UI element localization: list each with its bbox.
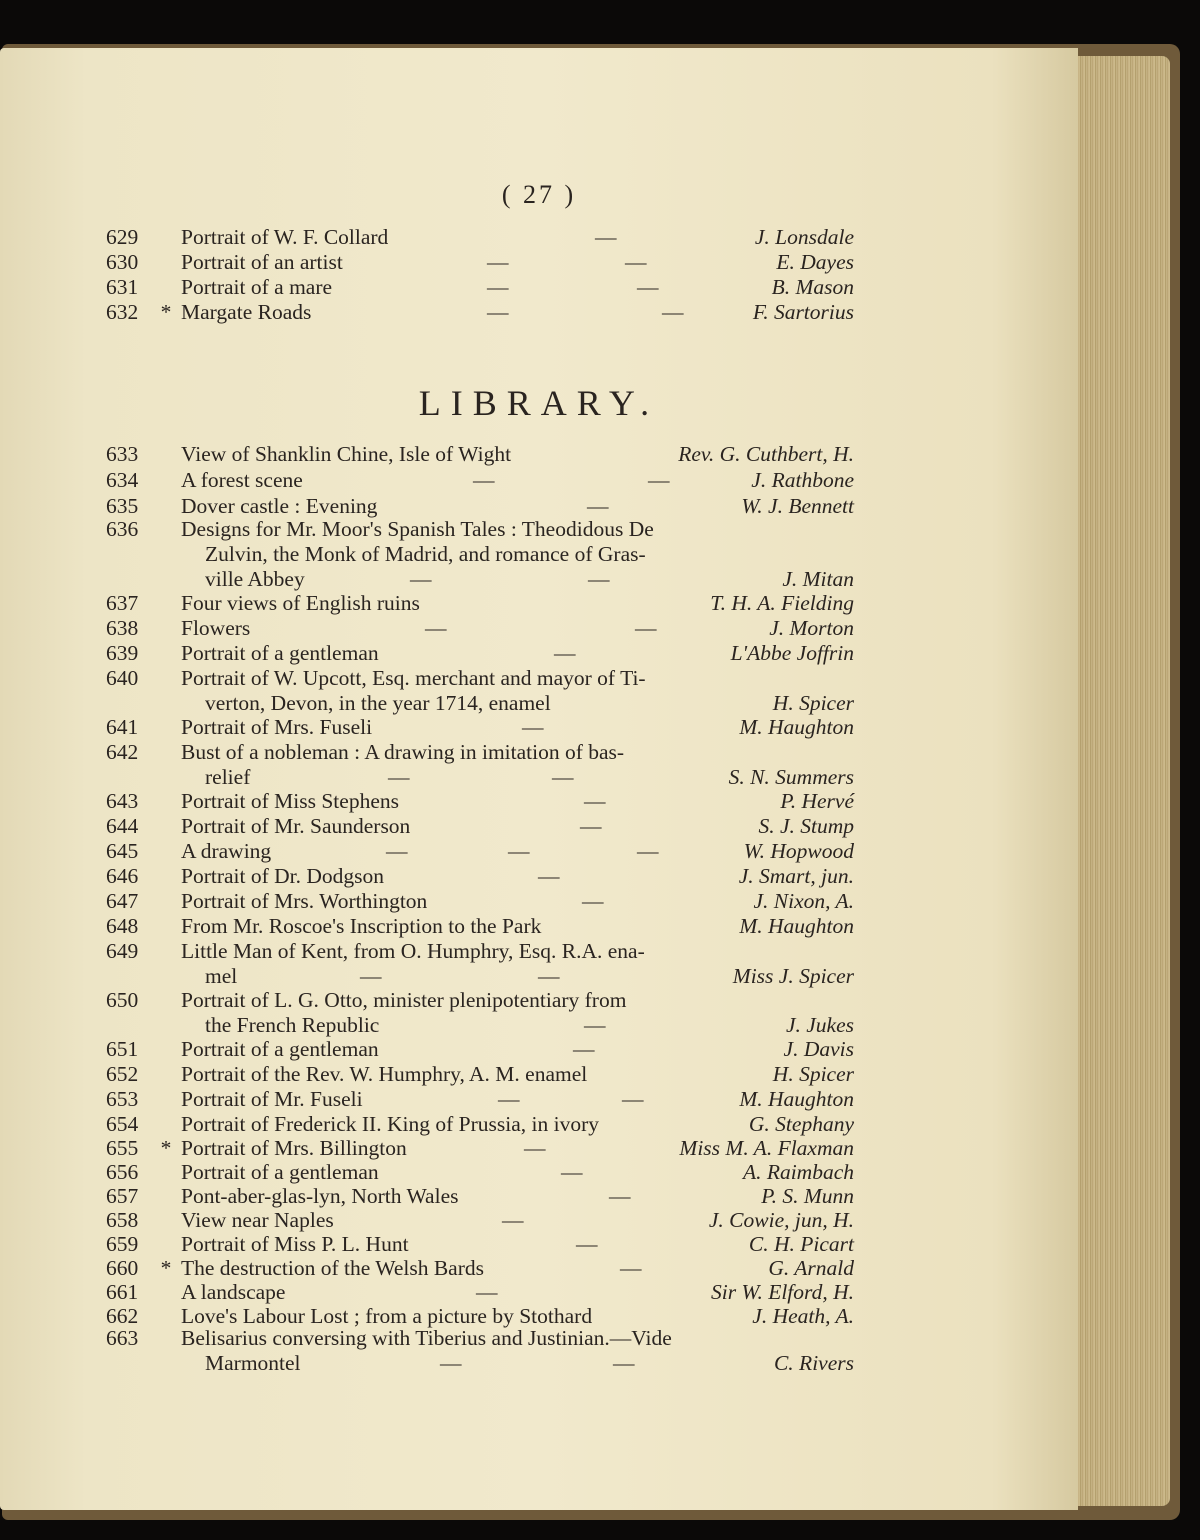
entry-artist: Miss J. Spicer [732,963,854,988]
entry-number: 652 [106,1062,139,1086]
entry-title-line: Portrait of Mrs. Billington [181,1136,407,1160]
entry-title-line: Portrait of W. F. Collard [181,225,389,249]
entry-title-line: Portrait of Dr. Dodgson [181,864,385,888]
leader-dash: — [573,1037,595,1061]
leader-dash: — [584,789,606,813]
entry-number: 639 [106,641,139,665]
leader-dash: — [580,814,602,838]
entry-title-line: verton, Devon, in the year 1714, enamel [205,690,551,715]
leader-dash: — [487,275,509,299]
entry-title-line: Portrait of Mrs. Worthington [181,889,428,913]
leader-dash: — [524,1136,546,1160]
leader-dash: — [635,616,657,640]
entry-number: 651 [106,1037,139,1061]
entry-title-line: Dover castle : Evening [181,494,378,518]
entry-artist: J. Jukes [785,1012,854,1037]
leader-dash: — [637,275,659,299]
entry-title-line: Portrait of an artist [181,250,343,274]
entry-number: 640 [106,666,139,690]
entry-title-line: Marmontel [205,1350,301,1375]
entry-artist: Rev. G. Cuthbert, H. [678,442,854,466]
leader-dash: — [620,1256,642,1280]
leader-dash: — [582,889,604,913]
entry-title-line: Portrait of a gentleman [181,1037,379,1061]
entry-number: 645 [106,839,139,863]
entry-artist: J. Cowie, jun, H. [708,1208,854,1232]
leader-dash: — [440,1350,462,1375]
entry-artist: P. S. Munn [761,1184,854,1208]
entry-artist: L'Abbe Joffrin [730,641,854,665]
entry-number: 663 [106,1326,139,1350]
entry-title-line: View of Shanklin Chine, Isle of Wight [181,442,512,466]
leader-dash: — [473,468,495,492]
entry-artist: M. Haughton [739,1087,854,1111]
entry-number: 659 [106,1232,139,1256]
leader-dash: — [360,963,382,988]
entry-title-line: Love's Labour Lost ; from a picture by Stothard [181,1304,593,1328]
entry-artist: C. H. Picart [748,1232,854,1256]
entry-asterisk: * [160,300,172,324]
section-heading: LIBRARY. [418,383,660,423]
entry-artist: B. Mason [771,275,854,299]
entry-title-line: Designs for Mr. Moor's Spanish Tales : Theodidous De [181,517,654,541]
leader-dash: — [622,1087,644,1111]
entry-artist: Sir W. Elford, H. [711,1280,854,1304]
entry-title-line: Flowers [181,616,251,640]
leader-dash: — [576,1232,598,1256]
entry-title-line: Portrait of Frederick II. King of Prussia, in ivory [181,1112,599,1136]
entry-artist: J. Lonsdale [754,225,854,249]
entry-artist: H. Spicer [772,1062,854,1086]
entry-artist: J. Morton [769,616,854,640]
entry-title-line: Portrait of Miss P. L. Hunt [181,1232,409,1256]
leader-dash: — [648,468,670,492]
entry-title-line: Portrait of Miss Stephens [181,789,399,813]
entry-title-line: Portrait of the Rev. W. Humphry, A. M. enamel [181,1062,588,1086]
entry-number: 638 [106,616,139,640]
entry-artist: G. Stephany [748,1112,854,1136]
entry-artist: J. Davis [783,1037,854,1061]
entry-title-line: The destruction of the Welsh Bards [181,1256,484,1280]
entry-title-line: Portrait of Mr. Saunderson [181,814,411,838]
entry-number: 660 [106,1256,139,1280]
entry-title-line: ville Abbey [205,567,305,591]
leader-dash: — [609,1184,631,1208]
leader-dash: — [425,616,447,640]
entry-title-line: Belisarius conversing with Tiberius and Justinian.—Vide [181,1326,672,1350]
leader-dash: — [587,494,609,518]
leader-dash: — [595,225,617,249]
leader-dash: — [538,963,560,988]
entry-number: 632 [106,300,139,324]
entry-number: 657 [106,1184,139,1208]
entry-artist: S. J. Stump [758,814,854,838]
entry-number: 635 [106,494,139,518]
entry-number: 653 [106,1087,139,1111]
entry-title-line: From Mr. Roscoe's Inscription to the Park [181,914,542,938]
entry-artist: J. Nixon, A. [753,889,854,913]
leader-dash: — [625,250,647,274]
entry-title-line: mel [205,963,238,988]
entry-title-line: the French Republic [205,1012,380,1037]
entry-asterisk: * [160,1136,172,1160]
entry-asterisk: * [160,1256,172,1280]
entry-title-line: View near Naples [181,1208,334,1232]
entry-title-line: A forest scene [181,468,303,492]
entry-artist: M. Haughton [739,914,854,938]
entry-artist: J. Mitan [782,567,854,591]
entry-number: 647 [106,889,139,913]
leader-dash: — [502,1208,524,1232]
entry-title-line: relief [205,764,251,789]
entry-number: 655 [106,1136,139,1160]
entry-artist: H. Spicer [772,690,854,715]
page-edges [1066,56,1170,1506]
entry-number: 642 [106,740,139,764]
leader-dash: — [538,864,560,888]
leader-dash: — [487,300,509,324]
leader-dash: — [476,1280,498,1304]
entry-artist: W. J. Bennett [741,494,854,518]
entry-artist: J. Rathbone [751,468,854,492]
entry-title-line: Portrait of a mare [181,275,333,299]
leader-dash: — [561,1160,583,1184]
leader-dash: — [584,1012,606,1037]
leader-dash: — [388,764,410,789]
entry-artist: P. Hervé [780,789,854,813]
entry-number: 648 [106,914,139,938]
entry-artist: G. Arnald [768,1256,854,1280]
leader-dash: — [386,839,408,863]
entry-artist: F. Sartorius [752,300,854,324]
leader-dash: — [410,567,432,591]
leader-dash: — [508,839,530,863]
entry-number: 656 [106,1160,139,1184]
entry-title-line: Margate Roads [181,300,312,324]
entry-title-line: Zulvin, the Monk of Madrid, and romance of Gras- [205,542,646,566]
entry-title-line: A landscape [181,1280,286,1304]
entry-number: 650 [106,988,139,1012]
entry-title-line: Bust of a nobleman : A drawing in imitation of bas- [181,740,625,764]
leader-dash: — [613,1350,635,1375]
entry-artist: T. H. A. Fielding [710,591,854,615]
entry-number: 631 [106,275,139,299]
entry-number: 643 [106,789,139,813]
entry-number: 630 [106,250,139,274]
leader-dash: — [588,567,610,591]
entry-artist: C. Rivers [773,1350,854,1375]
entry-artist: S. N. Summers [728,764,854,789]
leader-dash: — [662,300,684,324]
entry-title-line: Pont-aber-glas-lyn, North Wales [181,1184,459,1208]
entry-title-line: Portrait of L. G. Otto, minister plenipotentiary from [181,988,627,1012]
entry-number: 636 [106,517,139,541]
leader-dash: — [487,250,509,274]
entry-title-line: Four views of English ruins [181,591,420,615]
entry-number: 654 [106,1112,139,1136]
entry-number: 658 [106,1208,139,1232]
leader-dash: — [522,715,544,739]
entry-number: 649 [106,939,139,963]
entry-number: 661 [106,1280,139,1304]
entry-artist: E. Dayes [776,250,854,274]
entry-number: 637 [106,591,139,615]
leader-dash: — [554,641,576,665]
entry-title-line: Portrait of a gentleman [181,641,379,665]
entry-title-line: Portrait of a gentleman [181,1160,379,1184]
entry-artist: A. Raimbach [742,1160,854,1184]
entry-number: 646 [106,864,139,888]
entry-title-line: Portrait of Mr. Fuseli [181,1087,363,1111]
leader-dash: — [498,1087,520,1111]
entry-title-line: Portrait of Mrs. Fuseli [181,715,373,739]
entry-title-line: A drawing [181,839,272,863]
page-number: ( 27 ) [501,180,577,209]
entry-number: 662 [106,1304,139,1328]
entry-artist: J. Heath, A. [752,1304,854,1328]
entry-number: 644 [106,814,139,838]
entry-artist: W. Hopwood [743,839,854,863]
entry-number: 641 [106,715,139,739]
entry-title-line: Little Man of Kent, from O. Humphry, Esq. R.A. ena- [181,939,645,963]
leader-dash: — [552,764,574,789]
entry-artist: Miss M. A. Flaxman [679,1136,854,1160]
leader-dash: — [637,839,659,863]
entry-number: 633 [106,442,139,466]
entry-number: 634 [106,468,139,492]
entry-artist: J. Smart, jun. [738,864,854,888]
entry-number: 629 [106,225,139,249]
book-page [0,48,1078,1510]
entry-title-line: Portrait of W. Upcott, Esq. merchant and mayor of Ti- [181,666,646,690]
entry-artist: M. Haughton [739,715,854,739]
